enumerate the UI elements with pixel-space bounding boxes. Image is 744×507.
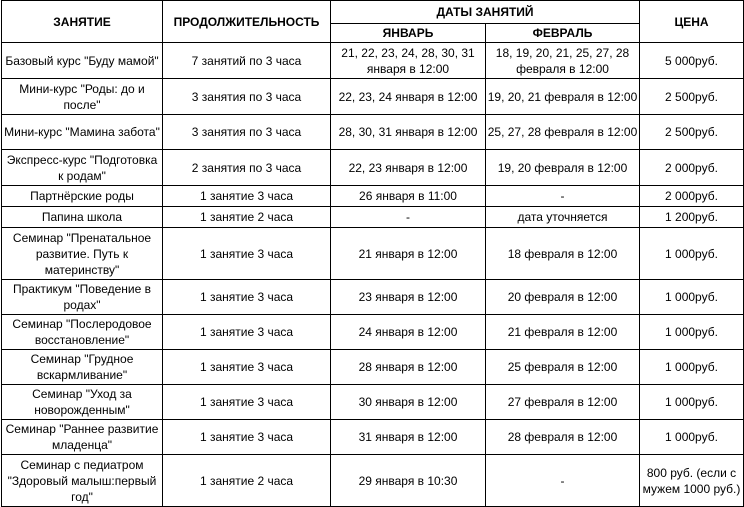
cell-price: 1 000руб. bbox=[640, 420, 744, 455]
cell-january: 31 января в 12:00 bbox=[331, 420, 486, 455]
cell-january: 22, 23, 24 января в 12:00 bbox=[331, 79, 486, 115]
header-february: ФЕВРАЛЬ bbox=[486, 24, 640, 43]
cell-course: Базовый курс "Буду мамой" bbox=[2, 43, 163, 79]
cell-price: 800 руб. (если с мужем 1000 руб.) bbox=[640, 455, 744, 507]
header-dates: ДАТЫ ЗАНЯТИЙ bbox=[331, 1, 640, 24]
table-row bbox=[2, 385, 744, 420]
cell-course: Семинар с педиатром "Здоровый малыш:первый год" bbox=[2, 455, 163, 507]
cell-course: Папина школа bbox=[2, 207, 163, 228]
cell-february: 18, 19, 20, 21, 25, 27, 28 февраля в 12:00 bbox=[486, 43, 640, 79]
table-row bbox=[2, 350, 744, 385]
cell-february: 18 февраля в 12:00 bbox=[486, 228, 640, 280]
cell-february: - bbox=[486, 186, 640, 207]
table-row bbox=[2, 315, 744, 350]
cell-january: 30 января в 12:00 bbox=[331, 385, 486, 420]
cell-course: Мини-курс "Роды: до и после" bbox=[2, 79, 163, 115]
cell-course: Семинар "Пренатальное развитие. Путь к материнству" bbox=[2, 228, 163, 280]
table-row bbox=[2, 186, 744, 207]
header-price: ЦЕНА bbox=[640, 1, 744, 43]
cell-duration: 7 занятий по 3 часа bbox=[163, 43, 331, 79]
header-january: ЯНВАРЬ bbox=[331, 24, 486, 43]
cell-duration: 1 занятие 3 часа bbox=[163, 315, 331, 350]
cell-january: 29 января в 10:30 bbox=[331, 455, 486, 507]
cell-price: 2 000руб. bbox=[640, 186, 744, 207]
table-row bbox=[2, 207, 744, 228]
cell-course: Мини-курс "Мамина забота" bbox=[2, 115, 163, 150]
cell-february: 28 февраля в 12:00 bbox=[486, 420, 640, 455]
cell-price: 1 200руб. bbox=[640, 207, 744, 228]
cell-february: 27 февраля в 12:00 bbox=[486, 385, 640, 420]
header-row-top bbox=[2, 1, 744, 24]
cell-duration: 1 занятие 3 часа bbox=[163, 420, 331, 455]
cell-february: дата уточняется bbox=[486, 207, 640, 228]
cell-duration: 1 занятие 3 часа bbox=[163, 280, 331, 315]
cell-price: 2 000руб. bbox=[640, 150, 744, 186]
cell-duration: 1 занятие 3 часа bbox=[163, 186, 331, 207]
cell-price: 5 000руб. bbox=[640, 43, 744, 79]
header-course: ЗАНЯТИЕ bbox=[2, 1, 163, 43]
cell-price: 2 500руб. bbox=[640, 79, 744, 115]
cell-january: 28, 30, 31 января в 12:00 bbox=[331, 115, 486, 150]
cell-course: Семинар "Раннее развитие младенца" bbox=[2, 420, 163, 455]
cell-february: 25 февраля в 12:00 bbox=[486, 350, 640, 385]
cell-duration: 3 занятия по 3 часа bbox=[163, 115, 331, 150]
cell-course: Семинар "Грудное вскармливание" bbox=[2, 350, 163, 385]
cell-january: 26 января в 11:00 bbox=[331, 186, 486, 207]
cell-february: 19, 20, 21 февраля в 12:00 bbox=[486, 79, 640, 115]
table-row bbox=[2, 280, 744, 315]
cell-duration: 1 занятие 3 часа bbox=[163, 385, 331, 420]
table-row bbox=[2, 420, 744, 455]
cell-january: 24 января в 12:00 bbox=[331, 315, 486, 350]
cell-price: 1 000руб. bbox=[640, 350, 744, 385]
schedule-table bbox=[1, 0, 744, 507]
cell-january: 21, 22, 23, 24, 28, 30, 31 января в 12:00 bbox=[331, 43, 486, 79]
cell-duration: 1 занятие 2 часа bbox=[163, 207, 331, 228]
cell-price: 1 000руб. bbox=[640, 228, 744, 280]
table-row bbox=[2, 150, 744, 186]
cell-january: 22, 23 января в 12:00 bbox=[331, 150, 486, 186]
cell-february: 20 февраля в 12:00 bbox=[486, 280, 640, 315]
cell-course: Семинар "Уход за новорожденным" bbox=[2, 385, 163, 420]
cell-duration: 2 занятия по 3 часа bbox=[163, 150, 331, 186]
cell-course: Экспресс-курс "Подготовка к родам" bbox=[2, 150, 163, 186]
cell-duration: 3 занятия по 3 часа bbox=[163, 79, 331, 115]
cell-february: 19, 20 февраля в 12:00 bbox=[486, 150, 640, 186]
cell-price: 1 000руб. bbox=[640, 385, 744, 420]
cell-january: 21 января в 12:00 bbox=[331, 228, 486, 280]
header-duration: ПРОДОЛЖИТЕЛЬНОСТЬ bbox=[163, 1, 331, 43]
cell-january: 23 января в 12:00 bbox=[331, 280, 486, 315]
cell-february: 25, 27, 28 февраля в 12:00 bbox=[486, 115, 640, 150]
table-row bbox=[2, 228, 744, 280]
table-row bbox=[2, 79, 744, 115]
cell-price: 1 000руб. bbox=[640, 280, 744, 315]
cell-january: 28 января в 12:00 bbox=[331, 350, 486, 385]
cell-duration: 1 занятие 3 часа bbox=[163, 228, 331, 280]
cell-course: Семинар "Послеродовое восстановление" bbox=[2, 315, 163, 350]
cell-february: - bbox=[486, 455, 640, 507]
cell-course: Партнёрские роды bbox=[2, 186, 163, 207]
cell-february: 21 февраля в 12:00 bbox=[486, 315, 640, 350]
cell-course: Практикум "Поведение в родах" bbox=[2, 280, 163, 315]
cell-duration: 1 занятие 2 часа bbox=[163, 455, 331, 507]
table-row bbox=[2, 43, 744, 79]
table-row bbox=[2, 115, 744, 150]
cell-january: - bbox=[331, 207, 486, 228]
cell-duration: 1 занятие 3 часа bbox=[163, 350, 331, 385]
table-row bbox=[2, 455, 744, 507]
cell-price: 1 000руб. bbox=[640, 315, 744, 350]
cell-price: 2 500руб. bbox=[640, 115, 744, 150]
